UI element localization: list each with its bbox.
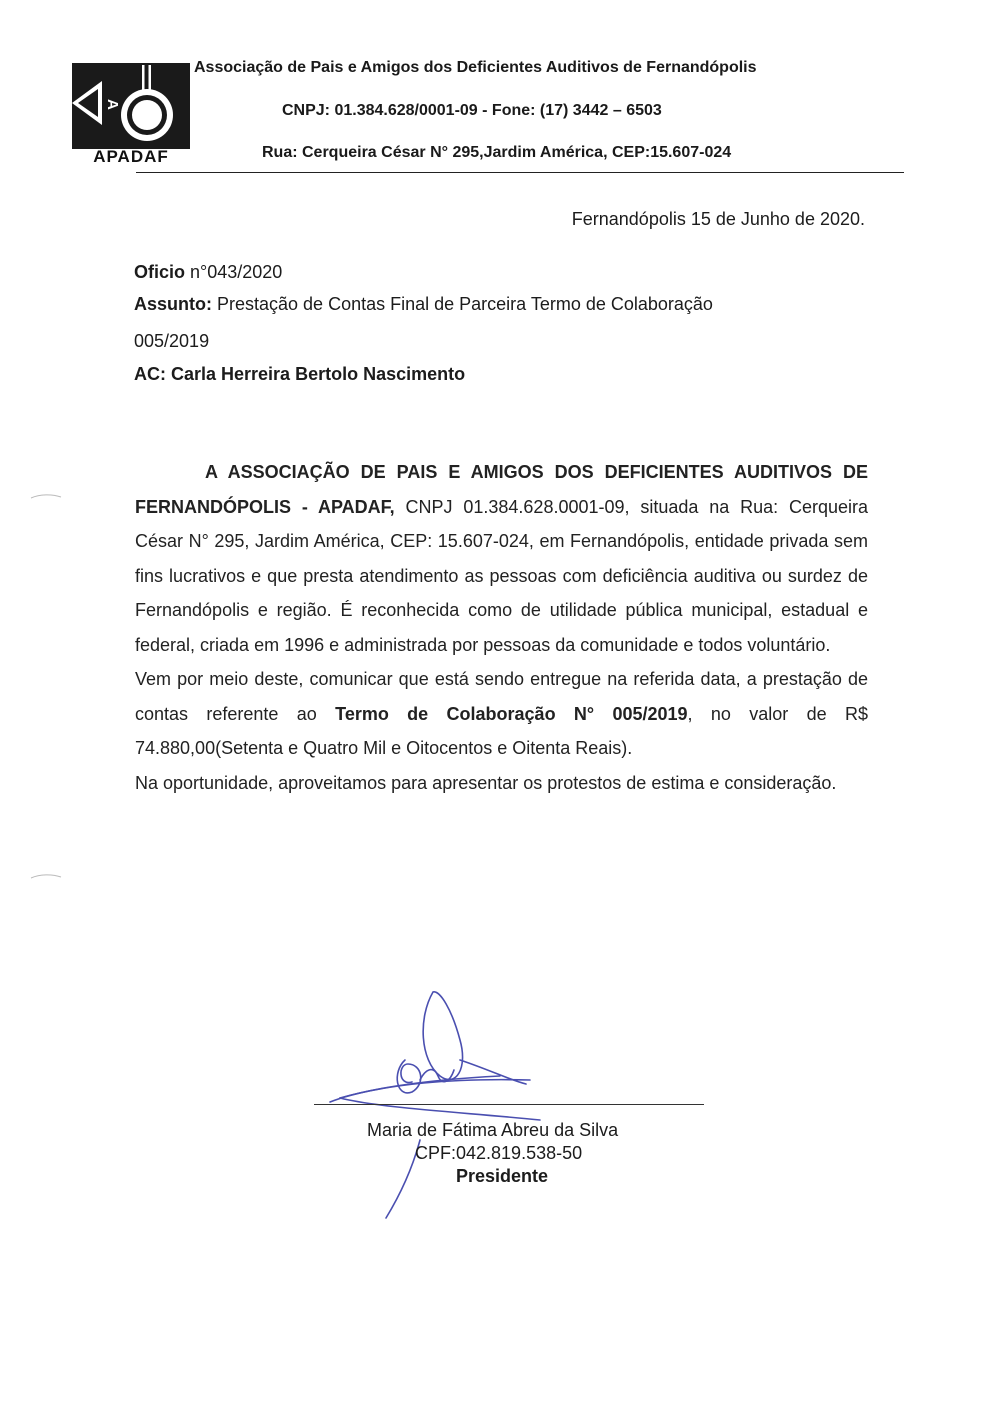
assunto-label: Assunto: — [134, 294, 212, 314]
signatory-role: Presidente — [456, 1166, 549, 1186]
org-name: Associação de Pais e Amigos dos Deficientes Auditivos de Fernandópolis — [194, 59, 757, 76]
assunto-continuation: 005/2019 — [134, 331, 210, 351]
scan-mark-top — [30, 493, 62, 499]
cnpj-phone: CNPJ: 01.384.628/0001-09 - Fone: (17) 3442 – 6503 — [282, 102, 662, 119]
body-paragraph-3: Na oportunidade, aproveitamos para apresentar os protestos de estima e consideração. — [135, 772, 837, 793]
apadaf-logo — [72, 63, 190, 167]
signatory-name: Maria de Fátima Abreu da Silva — [367, 1120, 619, 1140]
assunto-line — [134, 294, 713, 315]
assunto-value: Prestação de Contas Final de Parceira Termo de Colaboração — [212, 294, 713, 314]
body-paragraph-2 — [135, 662, 868, 766]
logo-text: APADAF — [93, 147, 169, 166]
term-reference: Termo de Colaboração N° 005/2019 — [335, 703, 688, 724]
org-full-name: A ASSOCIAÇÃO DE PAIS E AMIGOS DOS DEFICIENTES AUDITIVOS DE FERNANDÓPOLIS - APADAF, — [135, 462, 868, 517]
addressee: AC: Carla Herreira Bertolo Nascimento — [134, 364, 466, 384]
amount-text: , no valor de R$ 74.880,00(Setenta e Quatro Mil e Oitocentos e Oitenta Reais). — [135, 703, 868, 758]
signatory-cpf: CPF:042.819.538-50 — [415, 1143, 583, 1163]
header-divider — [136, 172, 904, 173]
oficio-line — [134, 262, 282, 283]
svg-text:A: A — [104, 99, 121, 110]
delivery-text: Vem por meio deste, comunicar que está sendo entregue na referida data, a prestação de contas referente ao — [135, 669, 868, 724]
scan-mark-bottom — [30, 873, 62, 879]
letter-body — [135, 455, 868, 800]
body-paragraph-1 — [135, 455, 868, 662]
apadaf-logo-icon — [72, 63, 190, 149]
oficio-label: Oficio — [134, 262, 186, 282]
oficio-value: n°043/2020 — [185, 262, 283, 282]
date-line: Fernandópolis 15 de Junho de 2020. — [571, 209, 865, 229]
signature-line — [314, 1104, 704, 1105]
org-description: CNPJ 01.384.628.0001-09, situada na Rua: Cerqueira César N° 295, Jardim América, CEP: 15.607-024, em Fernandópolis, entidade privada sem fins lucrativos e que presta atendimento as pessoas com deficiência auditiva ou surdez de Fernandópolis e região. É reconhecida como de utilidade pública municipal, estadual e federal, criada em 1996 e administrada por pessoas da comunidade e todos voluntário. — [135, 496, 868, 655]
org-address: Rua: Cerqueira César N° 295,Jardim América, CEP:15.607-024 — [262, 144, 732, 161]
